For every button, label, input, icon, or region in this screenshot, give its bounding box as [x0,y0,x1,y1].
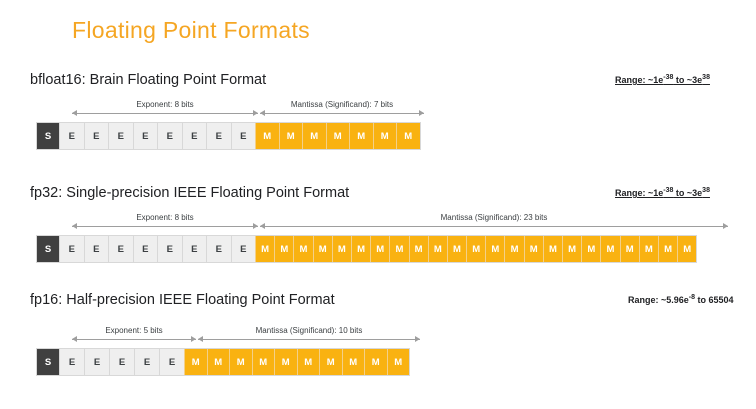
mantissa-bit-cell: M [349,123,373,149]
bracket-line [72,226,258,227]
range-exponent-2: 38 [702,187,710,194]
exponent-label: Exponent: 5 bits [101,326,166,335]
range-exponent-1: -38 [663,74,674,81]
mantissa-bit-cell: M [373,123,397,149]
bracket-line [72,113,258,114]
bracket-arrow-left [72,336,77,342]
mantissa-bit-cell: M [229,349,252,375]
range-exponent-1: -38 [663,187,674,194]
mantissa-bit-cell: M [207,349,230,375]
mantissa-bracket [260,215,728,231]
exponent-bit-cell: E [59,349,84,375]
mantissa-bit-cell: M [370,236,389,262]
bit-strip [36,348,410,376]
exponent-bit-cell: E [84,123,109,149]
mantissa-label: Mantissa (Significand): 10 bits [252,326,367,335]
mantissa-bit-cell: M [428,236,447,262]
exponent-bit-cell: E [157,236,182,262]
exponent-label: Exponent: 8 bits [132,100,197,109]
exponent-bit-cell: E [84,349,109,375]
mantissa-bit-cell: M [389,236,408,262]
mantissa-bit-cell: M [677,236,696,262]
exponent-bit-cell: E [231,236,256,262]
sign-bit-cell: S [37,236,59,262]
range-mid-text: to 65504 [695,295,734,305]
mantissa-bit-cell: M [252,349,275,375]
mantissa-bit-cell: M [297,349,320,375]
bracket-line [72,339,196,340]
range-mid-text: to ~3e [673,75,703,85]
exponent-bit-cell: E [108,236,133,262]
mantissa-bit-cell: M [658,236,677,262]
bracket-label-wrap [72,326,196,335]
range-exponent-2: 38 [702,74,710,81]
range-label [615,74,710,85]
mantissa-bit-cell: M [524,236,543,262]
exponent-bit-cell: E [206,236,231,262]
mantissa-bit-cell: M [639,236,658,262]
mantissa-bracket [198,328,420,344]
bit-strip [36,235,697,263]
format-heading: fp32: Single-precision IEEE Floating Point Format [30,185,350,201]
mantissa-bit-cell: M [409,236,428,262]
exponent-bit-cell: E [108,123,133,149]
mantissa-bit-cell: M [326,123,350,149]
exponent-bit-cell: E [134,349,159,375]
exponent-bit-cell: E [59,123,84,149]
exponent-bit-cell: E [231,123,256,149]
bracket-label-wrap [72,213,258,222]
mantissa-bracket [260,102,424,118]
bracket-arrow-right [723,223,728,229]
bracket-arrow-left [72,223,77,229]
bracket-arrow-right [415,336,420,342]
bracket-arrow-left [260,110,265,116]
exponent-bit-cell: E [133,236,158,262]
mantissa-bit-cell: M [332,236,351,262]
mantissa-bit-cell: M [274,349,297,375]
mantissa-bit-cell: M [620,236,639,262]
exponent-bit-cell: E [159,349,184,375]
mantissa-bit-cell: M [293,236,312,262]
mantissa-bit-cell: M [504,236,523,262]
format-heading: fp16: Half-precision IEEE Floating Point Format [30,292,335,308]
bracket-arrow-right [253,110,258,116]
exponent-bit-cell: E [182,123,207,149]
mantissa-bit-cell: M [387,349,410,375]
range-exponent-1: -8 [688,294,696,301]
bracket-line [198,339,420,340]
exponent-bit-cell: E [157,123,182,149]
bracket-label-wrap [198,326,420,335]
bracket-arrow-left [260,223,265,229]
bracket-arrow-right [253,223,258,229]
mantissa-bit-cell: M [255,236,274,262]
exponent-bracket [72,215,258,231]
bracket-arrow-left [72,110,77,116]
exponent-bracket [72,328,196,344]
sign-bit-cell: S [37,349,59,375]
mantissa-bit-cell: M [302,123,326,149]
mantissa-bit-cell: M [313,236,332,262]
range-text: Range: ~1e [615,75,664,85]
range-label [628,294,734,305]
mantissa-label: Mantissa (Significand): 23 bits [437,213,552,222]
mantissa-bit-cell: M [319,349,342,375]
mantissa-bit-cell: M [364,349,387,375]
mantissa-bit-cell: M [466,236,485,262]
mantissa-bit-cell: M [396,123,420,149]
mantissa-bit-cell: M [279,123,303,149]
exponent-bit-cell: E [59,236,84,262]
exponent-label: Exponent: 8 bits [132,213,197,222]
bit-strip [36,122,421,150]
exponent-bit-cell: E [84,236,109,262]
mantissa-bit-cell: M [581,236,600,262]
mantissa-bit-cell: M [485,236,504,262]
mantissa-bit-cell: M [600,236,619,262]
exponent-bit-cell: E [109,349,134,375]
page-title: Floating Point Formats [72,17,310,43]
exponent-bit-cell: E [133,123,158,149]
mantissa-bit-cell: M [184,349,207,375]
exponent-bit-cell: E [182,236,207,262]
range-mid-text: to ~3e [673,188,703,198]
range-text: Range: ~1e [615,188,664,198]
mantissa-bit-cell: M [447,236,466,262]
bracket-arrow-right [419,110,424,116]
range-text: Range: ~5.96e [628,295,689,305]
mantissa-bit-cell: M [543,236,562,262]
bracket-label-wrap [260,213,728,222]
mantissa-label: Mantissa (Significand): 7 bits [287,100,397,109]
mantissa-bit-cell: M [562,236,581,262]
bracket-line [260,226,728,227]
mantissa-bit-cell: M [274,236,293,262]
bracket-line [260,113,424,114]
bracket-label-wrap [72,100,258,109]
mantissa-bit-cell: M [351,236,370,262]
format-heading: bfloat16: Brain Floating Point Format [30,72,267,88]
mantissa-bit-cell: M [342,349,365,375]
exponent-bit-cell: E [206,123,231,149]
bracket-arrow-left [198,336,203,342]
mantissa-bit-cell: M [255,123,279,149]
sign-bit-cell: S [37,123,59,149]
bracket-label-wrap [260,100,424,109]
bracket-arrow-right [191,336,196,342]
range-label [615,187,710,198]
exponent-bracket [72,102,258,118]
